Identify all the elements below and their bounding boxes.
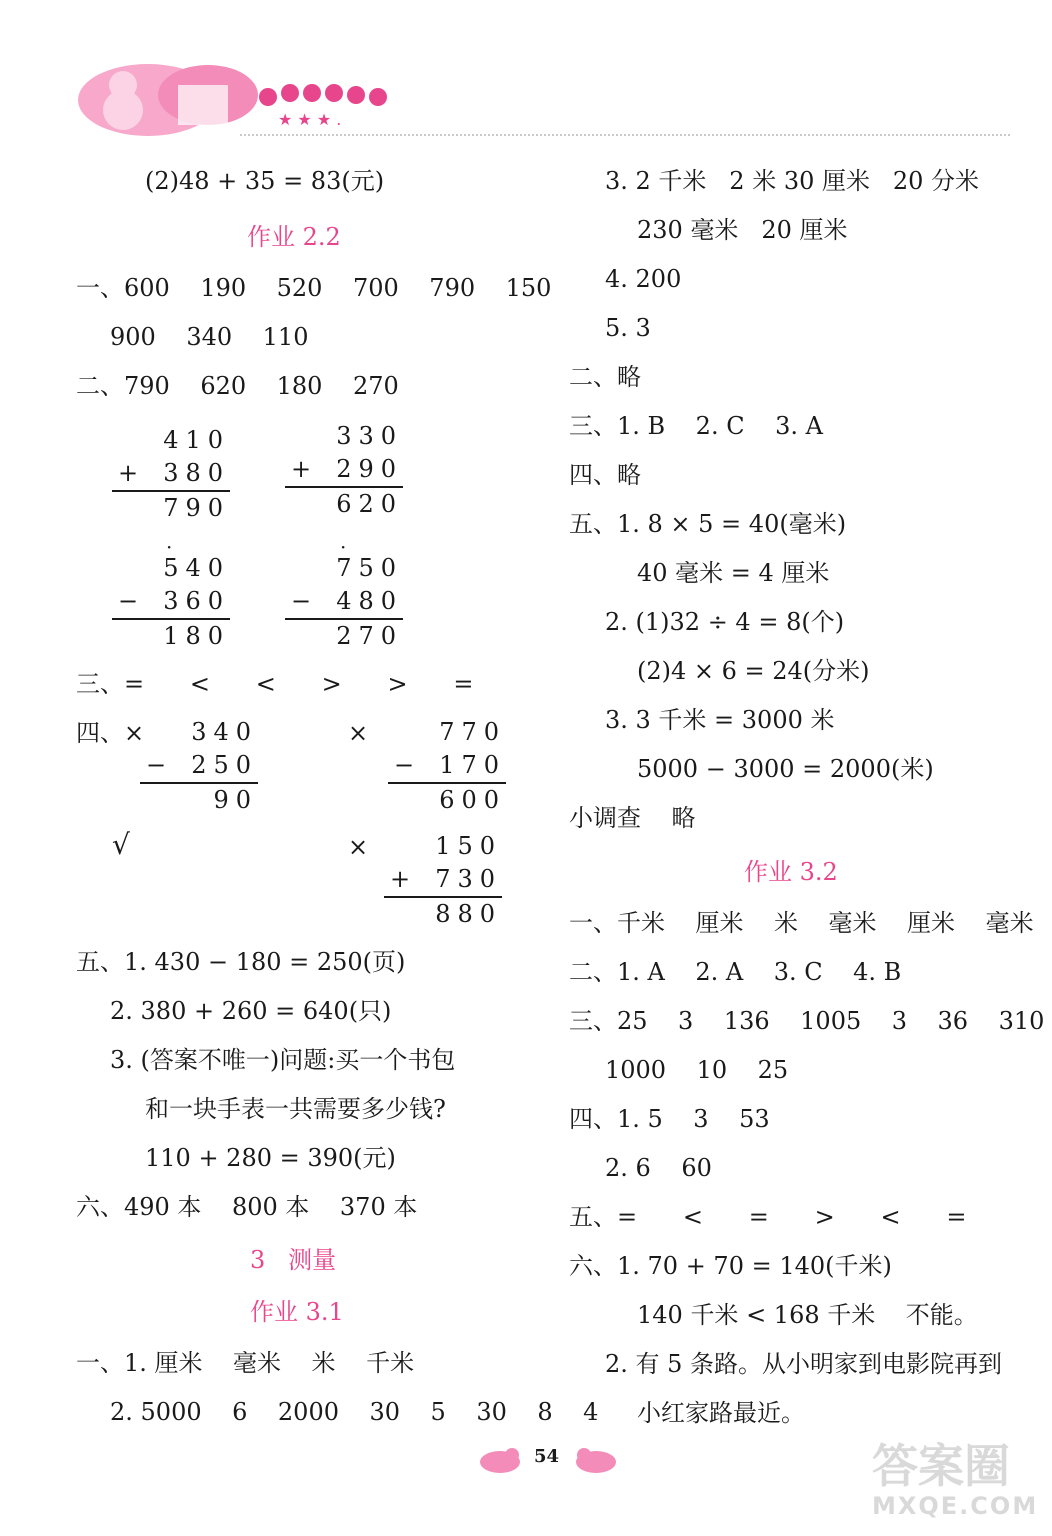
answer-line: 四、1. 5 3 53	[569, 1105, 770, 1133]
calc-result: 180	[163, 622, 230, 650]
section-heading: 作业 3.2	[744, 858, 838, 886]
answer-line: 3. (答案不唯一)问题:买一个书包	[110, 1046, 456, 1074]
calc-result: 620	[336, 490, 403, 518]
header-divider	[240, 134, 1010, 136]
answer-line: 六、490 本 800 本 370 本	[76, 1193, 418, 1221]
check-mark: √	[112, 828, 130, 861]
calc-result: 90	[213, 786, 258, 814]
answer-line: 四、略	[569, 461, 641, 489]
calc-bottom: 250	[191, 751, 258, 779]
section-heading: 作业 2.2	[247, 223, 341, 251]
calc-result: 790	[163, 494, 230, 522]
answer-line: 5000 − 3000 = 2000(米)	[637, 755, 934, 783]
answer-line: 230 毫米 20 厘米	[637, 216, 848, 244]
answer-line: 一、1. 厘米 毫米 米 千米	[76, 1349, 415, 1377]
vertical-calculation	[140, 716, 258, 817]
calc-operator: +	[118, 459, 139, 487]
snowman-banner-icon	[78, 55, 428, 140]
calc-bottom: 380	[163, 459, 230, 487]
calc-top: 750	[336, 554, 403, 582]
watermark-url: MXQE.COM	[872, 1492, 1039, 1520]
page-number: 54	[534, 1446, 560, 1467]
vertical-calculation	[112, 552, 230, 653]
calc-operator: −	[118, 587, 139, 615]
answer-line: 四、×	[76, 719, 145, 747]
vertical-calculation	[285, 420, 403, 521]
answer-line: 一、千米 厘米 米 毫米 厘米 毫米	[569, 909, 1034, 937]
calc-result: 600	[439, 786, 506, 814]
calc-operator: −	[291, 587, 312, 615]
vertical-calculation	[388, 716, 506, 817]
section-heading: 作业 3.1	[250, 1298, 344, 1326]
answer-line: 40 毫米 = 4 厘米	[637, 559, 830, 587]
calc-result: 270	[336, 622, 403, 650]
calc-top: 540	[163, 554, 230, 582]
borrow-dot: ·	[166, 535, 173, 559]
answer-line: (2)4 × 6 = 24(分米)	[637, 657, 870, 685]
calc-operator: −	[146, 751, 167, 779]
answer-line: 五、1. 8 × 5 = 40(毫米)	[569, 510, 847, 538]
answer-line: 2. 380 + 260 = 640(只)	[110, 997, 392, 1025]
watermark-text: 答案圈	[872, 1439, 1010, 1493]
answer-line: 三、= < < > > =	[76, 670, 474, 698]
answer-line: 六、1. 70 + 70 = 140(千米)	[569, 1252, 892, 1280]
answer-line: 2. 有 5 条路。从小明家到电影院再到	[605, 1350, 1003, 1378]
calc-operator: +	[390, 865, 411, 893]
watermark-logo	[872, 1440, 1042, 1530]
answer-line: 和一块手表一共需要多少钱?	[145, 1095, 446, 1123]
answer-line: ×	[348, 833, 369, 861]
page-footer	[478, 1440, 618, 1480]
svg-text:★ ★ ★ .: ★ ★ ★ .	[278, 110, 342, 129]
vertical-calculation	[384, 830, 502, 931]
answer-line: 140 千米 < 168 千米 不能。	[637, 1301, 978, 1329]
answer-line: 2. 5000 6 2000 30 5 30 8 4	[110, 1398, 599, 1426]
calc-bottom: 730	[435, 865, 502, 893]
borrow-dot: ·	[340, 535, 347, 559]
vertical-calculation	[285, 552, 403, 653]
answer-line: 3. 2 千米 2 米 30 厘米 20 分米	[605, 167, 980, 195]
vertical-calculation	[112, 424, 230, 525]
calc-bottom: 290	[336, 455, 403, 483]
calc-bottom: 480	[336, 587, 403, 615]
chapter-heading: 3 测量	[250, 1246, 337, 1274]
calc-top: 410	[163, 426, 230, 454]
calc-top: 330	[336, 422, 403, 450]
answer-line: 二、790 620 180 270	[76, 372, 399, 400]
answer-line: 1000 10 25	[605, 1056, 789, 1084]
calc-top: 770	[439, 718, 506, 746]
answer-line: 三、1. B 2. C 3. A	[569, 412, 823, 440]
answer-line: 小调查 略	[569, 804, 696, 832]
answer-line: 五、= < = > < =	[569, 1203, 967, 1231]
answer-line: 2. 6 60	[605, 1154, 712, 1182]
calc-operator: +	[291, 455, 312, 483]
answer-line: 5. 3	[605, 314, 651, 342]
answer-line: 900 340 110	[110, 323, 309, 351]
answer-line: 三、25 3 136 1005 3 36 310	[569, 1007, 1045, 1035]
answer-line: 二、1. A 2. A 3. C 4. B	[569, 958, 902, 986]
answer-line: ×	[348, 719, 369, 747]
header-banner	[78, 55, 428, 140]
calc-bottom: 170	[439, 751, 506, 779]
calc-top: 340	[191, 718, 258, 746]
answer-line: 2. (1)32 ÷ 4 = 8(个)	[605, 608, 845, 636]
answer-line: 110 + 280 = 390(元)	[145, 1144, 396, 1172]
calc-bottom: 360	[163, 587, 230, 615]
calc-result: 880	[435, 900, 502, 928]
answer-line: 4. 200	[605, 265, 682, 293]
answer-line: (2)48 + 35 = 83(元)	[145, 167, 385, 195]
answer-line: 二、略	[569, 363, 641, 391]
calc-top: 150	[435, 832, 502, 860]
answer-line: 小红家路最近。	[637, 1399, 805, 1427]
answer-line: 一、600 190 520 700 790 150	[76, 274, 552, 302]
answer-line: 五、1. 430 − 180 = 250(页)	[76, 948, 406, 976]
calc-operator: −	[394, 751, 415, 779]
answer-line: 3. 3 千米 = 3000 米	[605, 706, 835, 734]
